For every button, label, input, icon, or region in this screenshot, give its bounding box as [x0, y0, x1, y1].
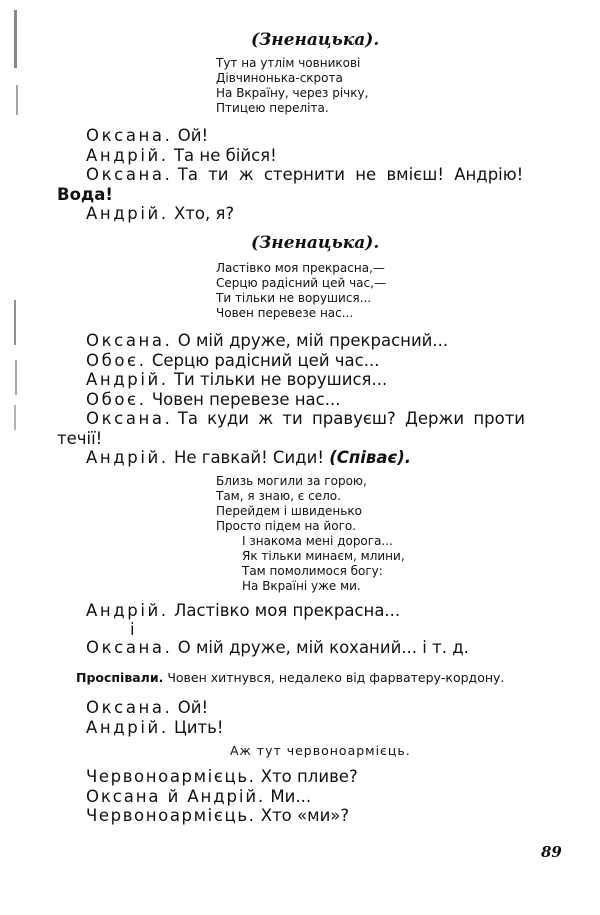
dialogue-block — [57, 331, 526, 468]
dialogue-line — [86, 390, 525, 410]
stage-direction: (Зненацька). — [251, 30, 380, 50]
line-text: О мій друже, мій прекрасний... — [177, 331, 449, 350]
speaker-name: і — [130, 619, 135, 639]
song-line: Серцю радісний цей час,— — [216, 276, 386, 290]
dialogue-block — [86, 601, 469, 657]
stage-direction: Аж тут червоноармієць. — [230, 743, 411, 758]
line-text: О мій друже, мій коханий... і т. д. — [177, 637, 469, 657]
line-text: Цить! — [173, 717, 224, 737]
dialogue-line — [86, 126, 523, 146]
song-line: На Вкраїні уже ми. — [242, 579, 361, 593]
dialogue-block — [57, 126, 524, 224]
song-line: Там, я знаю, є село. — [216, 489, 341, 503]
line-text: Та ти ж стернити не вмієш! Андрію! — [177, 165, 524, 184]
song-line: Просто підем на його. — [216, 519, 357, 533]
speaker-name: Андрій. — [86, 204, 169, 223]
song-line: І знакома мені дорога... — [242, 534, 393, 548]
line-text: Та куди ж ти правуєш? Держи проти — [177, 409, 526, 428]
dialogue-line — [86, 601, 469, 621]
speaker-name: Андрій. — [86, 717, 169, 737]
line-text: Та не бійся! — [173, 145, 277, 165]
song-verse — [216, 261, 386, 321]
speaker-name: Обоє. — [86, 350, 147, 370]
dialogue-line — [86, 351, 525, 371]
dialogue-block — [86, 698, 223, 737]
song-line: Ластівко моя прекрасна,— — [216, 261, 385, 275]
binding-mark — [16, 85, 18, 115]
speaker-name: Оксана. — [86, 126, 173, 145]
dialogue-line — [86, 718, 223, 738]
speaker-name: Оксана й Андрій. — [86, 786, 266, 806]
speaker-name: Оксана. — [86, 409, 173, 428]
stage-direction: (Зненацька). — [251, 233, 380, 253]
dialogue-line — [86, 146, 523, 166]
dialogue-line-continued — [57, 429, 525, 449]
dialogue-line — [86, 767, 358, 787]
speaker-name: Андрій. — [86, 448, 169, 467]
song-line: Човен перевезе нас... — [216, 306, 354, 320]
line-text: Ой! — [177, 126, 209, 145]
line-text: Ой! — [177, 698, 209, 717]
speaker-name: Червоноармієць. — [86, 806, 256, 825]
binding-mark — [15, 360, 17, 395]
line-text: течії! — [57, 428, 103, 448]
song-line: Там помолимося богу: — [242, 564, 383, 578]
song-line: На Вкраїну, через річку, — [216, 86, 369, 100]
inline-stage-direction: (Співає). — [329, 448, 412, 467]
narration — [76, 670, 504, 685]
song-line: Птицею переліта. — [216, 101, 329, 115]
dialogue-line — [86, 165, 523, 185]
line-text: Хто, я? — [173, 204, 235, 223]
song-verse — [216, 56, 368, 116]
song-line: Перейдем і швиденько — [216, 504, 362, 518]
song-line: Ти тільки не ворушися... — [216, 291, 372, 305]
speaker-name: Оксана. — [86, 637, 173, 657]
binding-mark — [14, 300, 16, 345]
line-text: Хто «ми»? — [260, 806, 350, 825]
song-line: Дівчинонька-скрота — [216, 71, 343, 85]
speaker-name: Андрій. — [86, 145, 169, 165]
line-text: Хто пливе? — [260, 767, 358, 786]
line-text: Ластівко моя прекрасна... — [173, 601, 401, 620]
binding-mark — [14, 405, 16, 430]
dialogue-line — [86, 448, 525, 468]
speaker-name: Червоноармієць. — [86, 767, 256, 786]
line-text: Серцю радісний цей час... — [151, 350, 380, 370]
speaker-name: Обоє. — [86, 389, 147, 409]
dialogue-line — [86, 698, 223, 718]
line-text: Ми... — [270, 786, 312, 806]
speaker-name: Оксана. — [86, 165, 173, 184]
dialogue-line — [86, 806, 358, 826]
song-line: Близь могили за горою, — [216, 474, 367, 488]
dialogue-line — [86, 409, 525, 429]
dialogue-line — [86, 638, 469, 658]
speaker-name: Оксана. — [86, 698, 173, 717]
dialogue-line — [86, 787, 358, 807]
dialogue-block — [86, 767, 358, 826]
dialogue-line — [86, 204, 523, 224]
conjunction-line — [86, 621, 469, 638]
speaker-name: Оксана. — [86, 331, 173, 350]
line-text: Човен перевезе нас... — [151, 389, 341, 409]
line-text: Вода! — [57, 184, 113, 204]
page-number: 89 — [541, 843, 562, 861]
narration-lead: Проспівали. — [76, 670, 164, 685]
speaker-name: Андрій. — [86, 601, 169, 620]
dialogue-line — [86, 370, 525, 390]
song-line: Тут на утлім човникові — [216, 56, 361, 70]
dialogue-line — [86, 331, 525, 351]
binding-mark — [14, 10, 17, 68]
narration-text: Човен хитнувся, недалеко від фарватеру-кордону. — [167, 670, 505, 685]
line-text: Ти тільки не ворушися... — [173, 370, 388, 389]
song-verse — [216, 474, 405, 594]
dialogue-line-continued — [57, 185, 523, 205]
song-line: Як тільки минаєм, млини, — [242, 549, 405, 563]
speaker-name: Андрій. — [86, 370, 169, 389]
line-text: Не гавкай! Сиди! — [173, 448, 324, 467]
